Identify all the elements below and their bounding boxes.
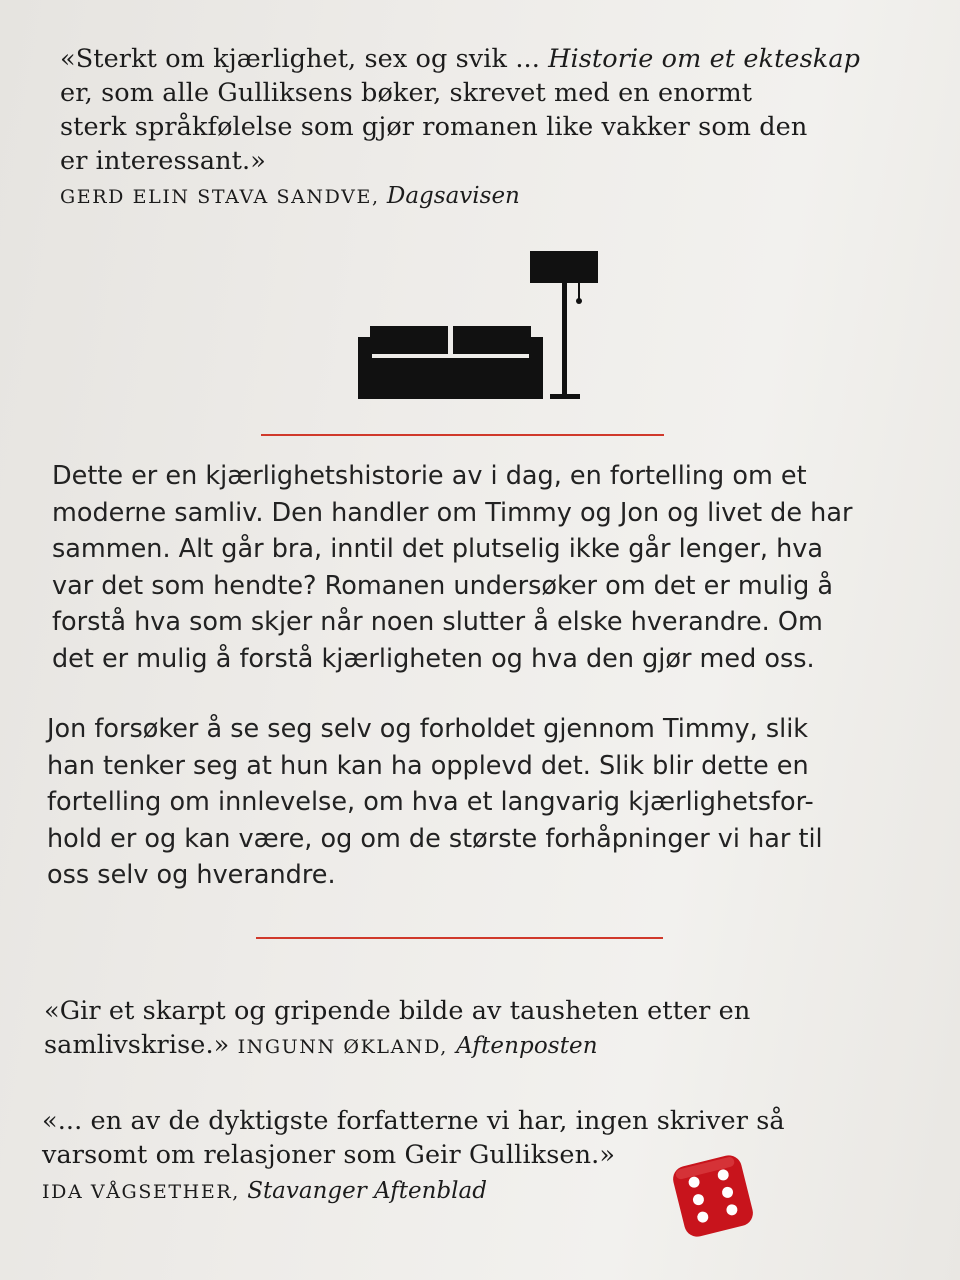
blurb-line: Dette er en kjærlighetshistorie av i dag, en fortelling om et	[52, 461, 807, 491]
blurb-line: hold er og kan være, og om de største forhåpninger vi har til	[47, 823, 823, 854]
sofa-and-floor-lamp-icon	[350, 245, 610, 405]
quote-line: «... en av de dyktigste forfatterne vi har, ingen skriver så	[42, 1106, 785, 1136]
review-attribution-dagsavisen	[60, 181, 520, 212]
blurb-line: fortelling om innlevelse, om hva et langvarig kjærlighetsfor-	[47, 787, 814, 817]
quote-line: sterk språkfølelse som gjør romanen like vakker som den	[60, 112, 808, 142]
red-die-six-icon	[668, 1150, 758, 1242]
blurb-line: han tenker seg at hun kan ha opplevd det. Slik blir dette en	[47, 750, 809, 781]
quote-line: «Gir et skarpt og gripende bilde av tausheten etter en	[44, 996, 751, 1026]
publication-name: Aftenposten	[456, 1033, 598, 1059]
blurb-line: det er mulig å forstå kjærligheten og hva den gjør med oss.	[52, 643, 815, 674]
blurb-paragraph-2	[47, 711, 823, 894]
review-attribution-stavanger-aftenblad	[42, 1176, 487, 1207]
blurb-line: var det som hendte? Romanen undersøker om det er mulig å	[52, 570, 833, 601]
publication-name: Dagsavisen	[386, 183, 520, 209]
quote-line: varsomt om relasjoner som Geir Gulliksen.»	[42, 1140, 616, 1170]
review-quote-aftenposten	[44, 994, 750, 1064]
blurb-paragraph-1	[52, 458, 852, 677]
divider-rule	[261, 434, 664, 436]
blurb-line: oss selv og hverandre.	[47, 860, 336, 890]
quote-line: «Sterkt om kjærlighet, sex og svik ... Historie om et ekteskap	[60, 44, 861, 74]
blurb-line: Jon forsøker å se seg selv og forholdet gjennom Timmy, slik	[47, 714, 809, 744]
blurb-line: forstå hva som skjer når noen slutter å elske hverandre. Om	[52, 607, 823, 637]
reviewer-name: GERD ELIN STAVA SANDVE,	[60, 186, 380, 208]
blurb-line: sammen. Alt går bra, inntil det plutselig ikke går lenger, hva	[52, 534, 824, 564]
quote-line: er, som alle Gulliksens bøker, skrevet med en enormt	[60, 78, 753, 108]
reviewer-name: INGUNN ØKLAND,	[237, 1036, 448, 1058]
blurb-line: moderne samliv. Den handler om Timmy og Jon og livet de har	[52, 497, 853, 528]
quote-line: er interessant.»	[60, 146, 266, 176]
quote-line: samlivskrise.» INGUNN ØKLAND, Aftenposten	[44, 1030, 598, 1060]
review-quote-dagsavisen	[60, 42, 860, 178]
reviewer-name: IDA VÅGSETHER,	[42, 1181, 240, 1203]
divider-rule	[256, 937, 663, 939]
publication-name: Stavanger Aftenblad	[247, 1178, 487, 1204]
